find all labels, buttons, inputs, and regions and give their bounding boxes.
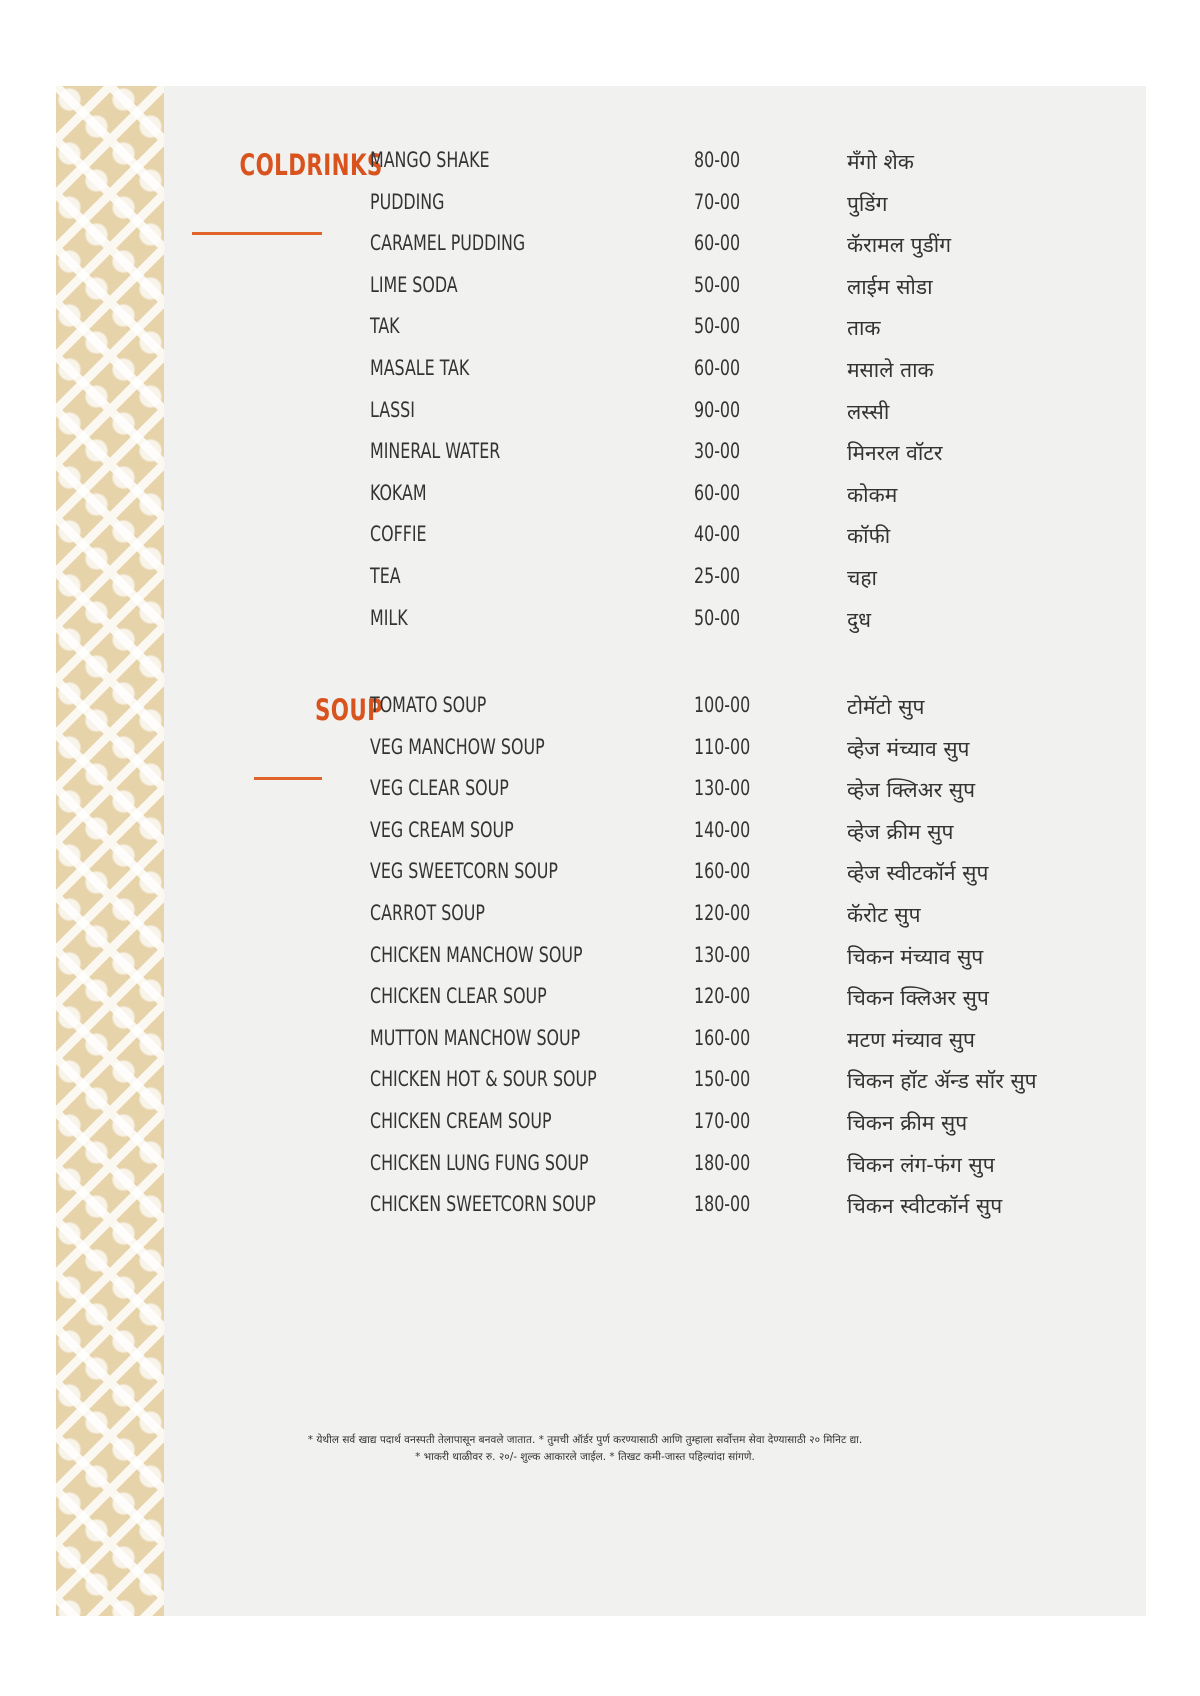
menu-item-price: 60-00	[694, 231, 741, 256]
menu-item-marathi-name: कॅरामल पुडींग	[847, 233, 952, 258]
menu-item-marathi-name: व्हेज क्रीम सुप	[847, 819, 954, 844]
menu-item-marathi-name: कॅरोट सुप	[847, 903, 921, 927]
menu-item-price: 150-00	[694, 1067, 751, 1092]
menu-item-price: 180-00	[694, 1192, 751, 1217]
menu-item-row	[56, 142, 1146, 182]
menu-item-name: PUDDING	[370, 189, 445, 214]
menu-item-name: TEA	[370, 564, 401, 588]
footer-note-line-1: * येथील सर्व खाद्य पदार्थ वनस्पती तेलापासून बनवले जातात. * तुमची ऑर्डर पुर्ण करण्यासाठी आणि तुम्हाला सर्वोत्तम सेवा देण्यासाठी २० मिनिट द्या.	[307, 1434, 863, 1446]
menu-item-name: CHICKEN CREAM SOUP	[370, 1109, 552, 1133]
menu-item-marathi-name: व्हेज क्लिअर सुप	[847, 778, 976, 803]
menu-item-name: LIME SODA	[370, 272, 458, 297]
menu-item-name: VEG MANCHOW SOUP	[370, 734, 545, 759]
menu-item-row	[56, 267, 1146, 307]
footer-notes	[160, 1432, 1010, 1466]
menu-item-marathi-name: चिकन लंग-फंग सुप	[847, 1152, 995, 1177]
menu-item-marathi-name: मटण मंच्याव सुप	[847, 1027, 975, 1052]
menu-item-name: TOMATO SOUP	[370, 693, 487, 717]
menu-item-price: 180-00	[694, 1150, 751, 1175]
menu-item-row	[56, 600, 1146, 640]
menu-item-price: 50-00	[694, 605, 741, 630]
menu-page	[56, 86, 1146, 1616]
menu-item-name: MILK	[370, 605, 408, 630]
menu-item-marathi-name: मिनरल वॉटर	[847, 441, 943, 466]
menu-item-row	[56, 1186, 1146, 1226]
menu-item-marathi-name: कोकम	[847, 482, 898, 507]
menu-item-row	[56, 1020, 1146, 1060]
menu-item-marathi-name: मसाले ताक	[847, 358, 934, 382]
menu-item-row	[56, 184, 1146, 224]
menu-item-row	[56, 475, 1146, 515]
menu-item-name: CARROT SOUP	[370, 901, 485, 925]
menu-item-marathi-name: चहा	[847, 566, 877, 590]
menu-item-name: MUTTON MANCHOW SOUP	[370, 1025, 581, 1050]
menu-item-price: 160-00	[694, 1025, 751, 1050]
menu-item-name: CHICKEN LUNG FUNG SOUP	[370, 1150, 589, 1175]
menu-item-price: 130-00	[694, 942, 751, 967]
menu-item-row	[56, 895, 1146, 935]
menu-item-name: VEG CLEAR SOUP	[370, 776, 509, 801]
menu-item-name: CHICKEN CLEAR SOUP	[370, 984, 547, 1009]
menu-item-marathi-name: चिकन क्रीम सुप	[847, 1111, 968, 1135]
menu-item-name: MANGO SHAKE	[370, 148, 490, 172]
menu-item-price: 50-00	[694, 272, 741, 297]
coldrinks-section-title: COLDRINKS	[239, 148, 383, 182]
menu-item-name: CARAMEL PUDDING	[370, 231, 526, 256]
menu-item-price: 30-00	[694, 439, 741, 464]
menu-item-row	[56, 687, 1146, 727]
menu-item-row	[56, 812, 1146, 852]
menu-item-price: 110-00	[694, 734, 751, 759]
menu-item-marathi-name: टोमॅटो सुप	[847, 695, 925, 719]
menu-item-price: 140-00	[694, 817, 751, 842]
soup-section-title: SOUP	[314, 693, 383, 727]
menu-item-name: CHICKEN SWEETCORN SOUP	[370, 1192, 596, 1217]
footer-note-line-2: * भाकरी थाळीवर रु. २०/- शुल्क आकारले जाईल. * तिखट कमी-जास्त पहिल्यांदा सांगणे.	[415, 1451, 755, 1463]
menu-item-marathi-name: चिकन मंच्याव सुप	[847, 944, 984, 969]
menu-item-name: COFFIE	[370, 522, 427, 547]
menu-item-row	[56, 433, 1146, 473]
menu-item-row	[56, 1103, 1146, 1143]
menu-item-name: MINERAL WATER	[370, 439, 501, 464]
menu-item-row	[56, 308, 1146, 348]
menu-item-marathi-name: व्हेज स्वीटकॉर्न सुप	[847, 861, 989, 886]
menu-item-name: VEG CREAM SOUP	[370, 817, 514, 842]
menu-item-price: 100-00	[694, 693, 751, 717]
menu-item-price: 25-00	[694, 564, 741, 588]
menu-item-row	[56, 1061, 1146, 1101]
menu-item-marathi-name: लाईम सोडा	[847, 274, 933, 299]
menu-item-row	[56, 392, 1146, 432]
menu-item-row	[56, 225, 1146, 265]
menu-item-row	[56, 937, 1146, 977]
menu-item-row	[56, 558, 1146, 598]
menu-item-name: CHICKEN HOT & SOUR SOUP	[370, 1067, 597, 1092]
menu-item-name: KOKAM	[370, 480, 427, 505]
menu-item-marathi-name: चिकन हॉट ॲन्ड सॉर सुप	[847, 1069, 1037, 1094]
menu-item-marathi-name: लस्सी	[847, 399, 890, 424]
menu-item-price: 120-00	[694, 901, 751, 925]
menu-item-marathi-name: कॉफी	[847, 524, 891, 549]
menu-item-row	[56, 770, 1146, 810]
menu-item-marathi-name: दुध	[847, 607, 872, 632]
menu-item-row	[56, 1145, 1146, 1185]
menu-item-name: TAK	[370, 314, 400, 339]
menu-item-name: CHICKEN MANCHOW SOUP	[370, 942, 583, 967]
menu-item-price: 60-00	[694, 356, 741, 380]
menu-item-row	[56, 516, 1146, 556]
menu-item-marathi-name: पुडिंग	[847, 191, 888, 216]
menu-item-price: 170-00	[694, 1109, 751, 1133]
menu-item-price: 130-00	[694, 776, 751, 801]
menu-item-row	[56, 350, 1146, 390]
menu-item-price: 40-00	[694, 522, 741, 547]
menu-item-price: 60-00	[694, 480, 741, 505]
menu-item-price: 120-00	[694, 984, 751, 1009]
menu-item-row	[56, 729, 1146, 769]
menu-item-price: 90-00	[694, 397, 741, 422]
menu-item-marathi-name: मँगो शेक	[847, 150, 914, 174]
menu-item-marathi-name: चिकन क्लिअर सुप	[847, 986, 989, 1011]
menu-item-marathi-name: चिकन स्वीटकॉर्न सुप	[847, 1194, 1003, 1219]
menu-item-price: 80-00	[694, 148, 741, 172]
menu-item-row	[56, 978, 1146, 1018]
menu-item-row	[56, 853, 1146, 893]
menu-item-price: 160-00	[694, 859, 751, 884]
menu-item-marathi-name: व्हेज मंच्याव सुप	[847, 736, 970, 761]
menu-item-marathi-name: ताक	[847, 316, 881, 341]
menu-item-price: 70-00	[694, 189, 741, 214]
menu-item-price: 50-00	[694, 314, 741, 339]
menu-item-name: VEG SWEETCORN SOUP	[370, 859, 558, 884]
menu-item-name: LASSI	[370, 397, 415, 422]
menu-item-name: MASALE TAK	[370, 356, 470, 380]
